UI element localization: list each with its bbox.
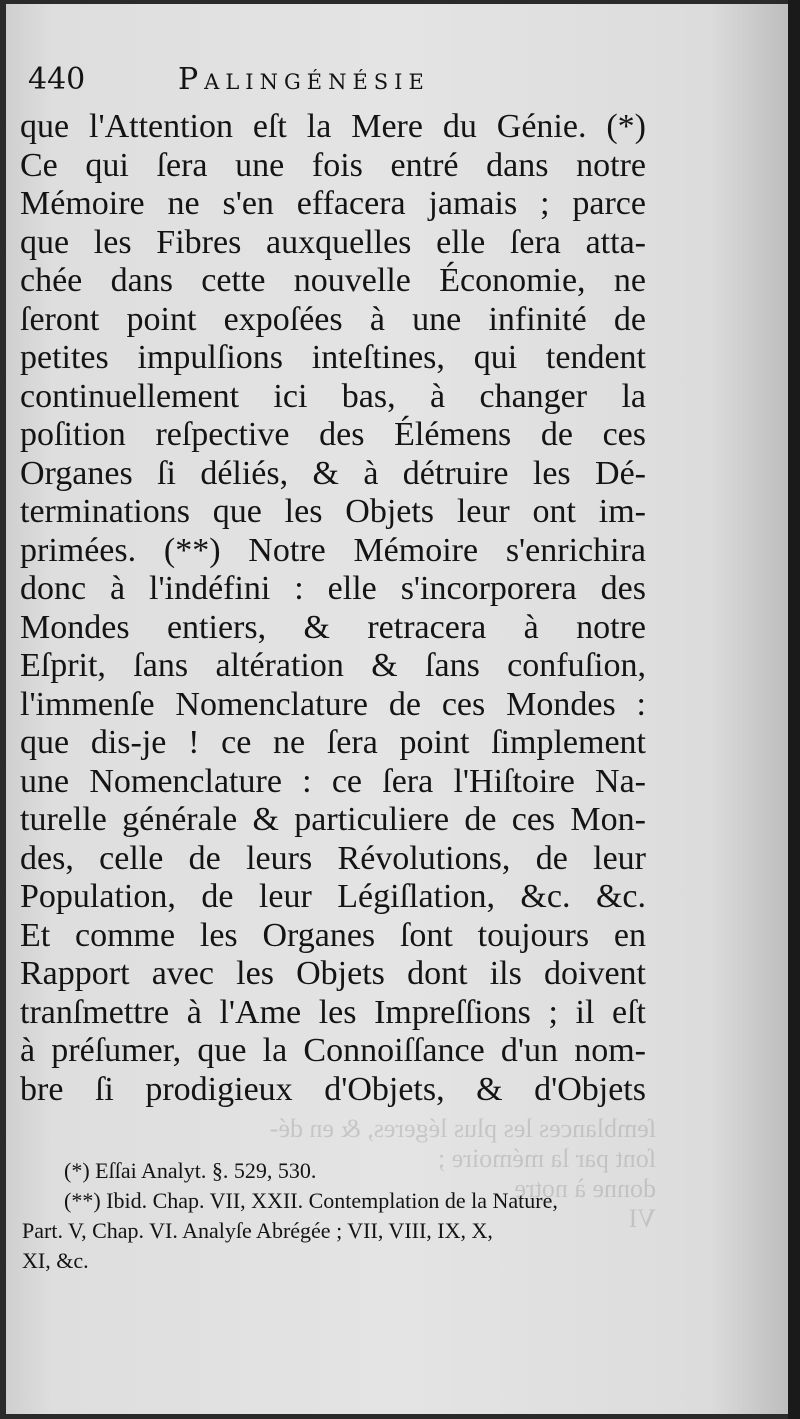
footnote-2: (**) Ibid. Chap. VII, XXII. Contemplation de la Nature, [64,1188,558,1213]
text-line: chée dans cette nouvelle Économie, ne [20,262,646,299]
body-text [20,108,646,1109]
bleed-line: ſemblances les plus légeres, & en dé- [269,1114,656,1143]
text-line: poſition reſpective des Élémens de ces [20,416,646,453]
text-line: donc à l'indéfini : elle s'incorporera des [20,570,646,607]
footnote-2-end: XI, &c. [22,1248,89,1273]
running-title: Palingénésie [178,62,430,97]
text-line: Et comme les Organes ſont toujours en [20,916,646,954]
text-line: que dis-je ! ce ne ſera point ſimplement [20,724,646,761]
page-header [28,62,628,102]
footnote-2-cont: Part. V, Chap. VI. Analyſe Abrégée ; VII, VIII, IX, X, [22,1218,493,1243]
text-line: Population, de leur Légiſlation, &c. &c. [20,878,646,915]
text-line: turelle générale & particuliere de ces Mon- [20,801,646,838]
text-line: Eſprit, ſans altération & ſans confuſion, [20,647,646,684]
text-line: Rapport avec les Objets dont ils doivent [20,955,646,992]
text-line: terminations que les Objets leur ont im- [20,493,646,530]
page-number: 440 [28,62,86,97]
text-line: petites impulſions inteſtines, qui tendent [20,339,646,376]
text-line: Organes ſi déliés, & à détruire les Dé- [20,454,646,492]
page-edge-shadow [788,0,800,1419]
text-line: ſeront point expoſées à une infinité de [20,300,646,338]
text-line: des, celle de leurs Révolutions, de leur [20,839,646,877]
text-line: primées. (**) Notre Mémoire s'enrichira [20,531,646,569]
text-line: que les Fibres auxquelles elle ſera atta- [20,223,646,261]
text-line: à préſumer, que la Connoiſſance d'un nom- [20,1032,646,1069]
text-line: Mondes entiers, & retracera à notre [20,608,646,646]
bleed-line: ſont par la mémoire ; [437,1144,656,1173]
text-line: l'immenſe Nomenclature de ces Mondes : [20,685,646,723]
text-line: bre ſi prodigieux d'Objets, & d'Objets [20,1070,646,1108]
bleed-line: donne à notre [514,1174,656,1203]
text-line: que l'Attention eſt la Mere du Génie. (*) [20,108,646,145]
text-line: une Nomenclature : ce ſera l'Hiſtoire Na- [20,762,646,800]
book-page [6,4,788,1414]
text-line: Ce qui ſera une fois entré dans notre [20,146,646,184]
text-line: tranſmettre à l'Ame les Impreſſions ; il eſt [20,993,646,1031]
text-line: continuellement ici bas, à changer la [20,377,646,415]
bleed-line: VI [628,1204,656,1233]
footnote-1: (*) Eſſai Analyt. §. 529, 530. [64,1158,317,1183]
text-line: Mémoire ne s'en effacera jamais ; parce [20,185,646,222]
